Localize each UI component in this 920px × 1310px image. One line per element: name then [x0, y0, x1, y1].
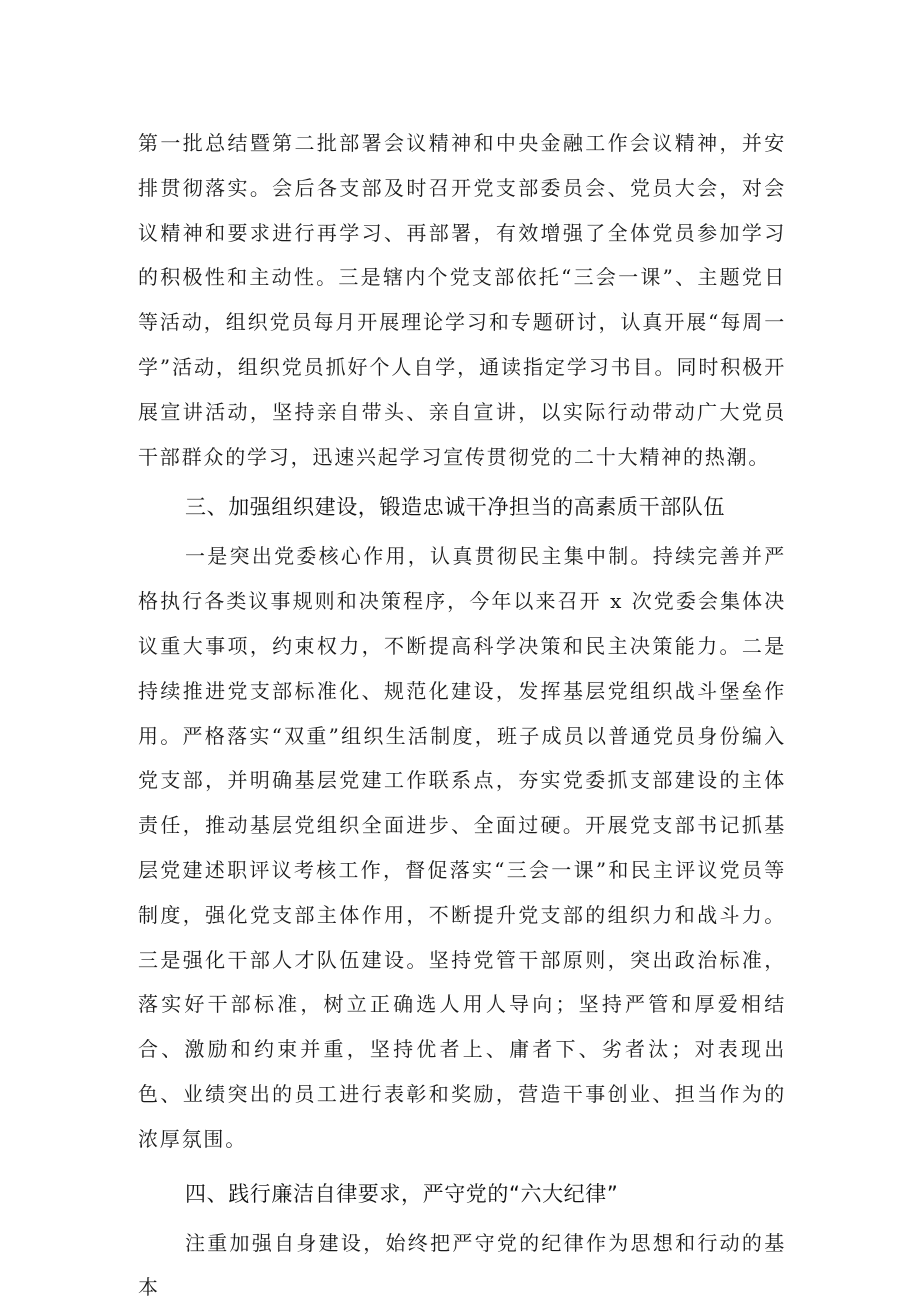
section-four-paragraph: 注重加强自身建设，始终把严守党的纪律作为思想和行动的基本	[138, 1230, 786, 1300]
section-four-heading: 四、践行廉洁自律要求，严守党的“六大纪律”	[185, 1181, 619, 1206]
section-three-heading: 三、加强组织建设，锻造忠诚干净担当的高素质干部队伍	[185, 495, 725, 520]
document-body	[138, 121, 786, 1310]
continuation-paragraph: 第一批总结暨第二批部署会议精神和中央金融工作会议精神，并安排贯彻落实。会后各支部及时召开党支部委员会、党员大会，对会议精神和要求进行再学习、再部署，有效增强了全体党员参加学习的积极性和主动性。三是辖内个党支部依托“三会一课”、主题党日等活动，组织党员每月开展理论学习和专题研讨，认真开展“每周一学”活动，组织党员抓好个人自学，通读指定学习书目。同时积极开展宣讲活动，坚持亲自带头、亲自宣讲，以实际行动带动广大党员干部群众的学习，迅速兴起学习宣传贯彻党的二十大精神的热潮。	[138, 131, 786, 469]
section-three-paragraph: 一是突出党委核心作用，认真贯彻民主集中制。持续完善并严格执行各类议事规则和决策程序，今年以来召开 x 次党委会集体决议重大事项，约束权力，不断提高科学决策和民主决策能力。二是持续推进党支部标准化、规范化建设，发挥基层党组织战斗堡垒作用。严格落实“双重”组织生活制度，班子成员以普通党员身份编入党支部，并明确基层党建工作联系点，夯实党委抓支部建设的主体责任，推动基层党组织全面进步、全面过硬。开展党支部书记抓基层党建述职评议考核工作，督促落实“三会一课”和民主评议党员等制度，强化党支部主体作用，不断提升党支部的组织力和战斗力。三是强化干部人才队伍建设。坚持党管干部原则，突出政治标准，落实好干部标准，树立正确选人用人导向；坚持严管和厚爱相结合、激励和约束并重，坚持优者上、庸者下、劣者汰；对表现出色、业绩突出的员工进行表彰和奖励，营造干事创业、担当作为的浓厚氛围。	[138, 544, 786, 1151]
